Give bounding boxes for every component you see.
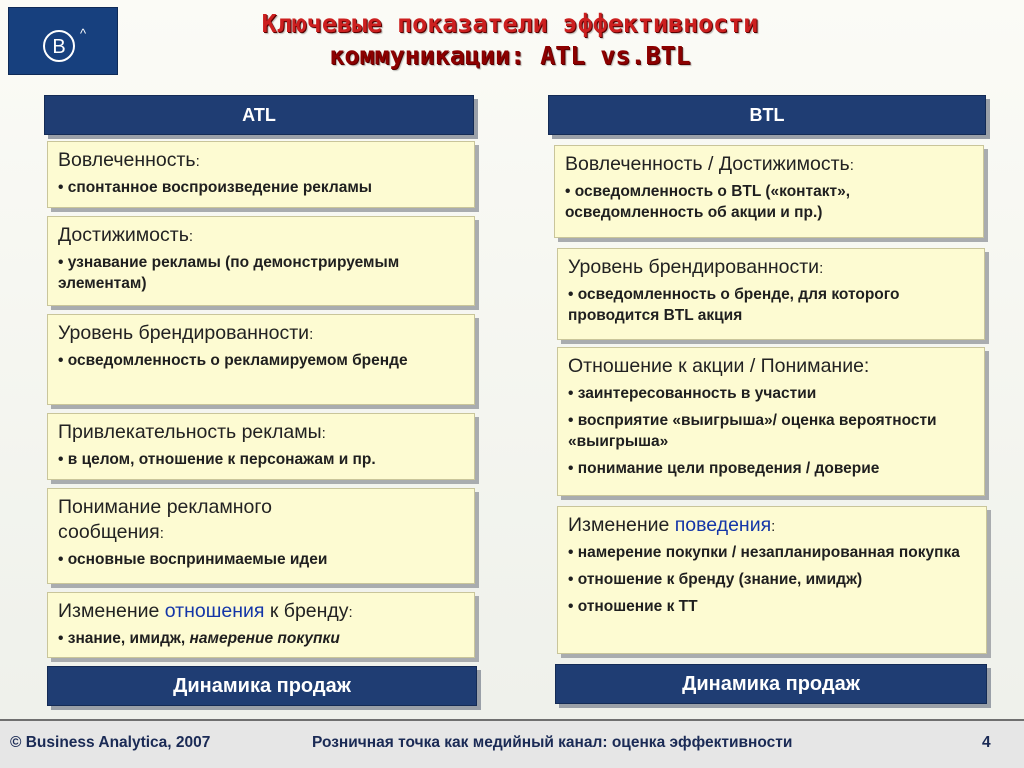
card-bullet: • основные воспринимаемые идеи bbox=[58, 551, 328, 568]
card-bullet: • осведомленность о рекламируемом бренде bbox=[58, 352, 408, 369]
card-bullet: • заинтересованность в участии bbox=[568, 385, 817, 402]
card-heading: Изменение поведения: bbox=[568, 514, 776, 536]
card-heading: Уровень брендированности: bbox=[568, 256, 824, 278]
card-bullet: • намерение покупки / незапланированная покупка bbox=[568, 544, 960, 561]
card-heading: Понимание рекламного сообщения: bbox=[58, 496, 272, 543]
card-heading: Достижимость: bbox=[58, 224, 194, 246]
card-heading: Уровень брендированности: bbox=[58, 322, 314, 344]
card-bullet: • узнавание рекламы (по демонстрируемым элементам) bbox=[58, 254, 400, 292]
svg-text:^: ^ bbox=[80, 26, 87, 41]
btl-card-involvement-reach bbox=[554, 145, 984, 238]
card-bullet: • в целом, отношение к персонажам и пр. bbox=[58, 451, 376, 468]
card-bullet: • понимание цели проведения / доверие bbox=[568, 460, 880, 477]
btl-card-branding bbox=[557, 248, 985, 340]
btl-card-attitude-understanding bbox=[557, 347, 985, 496]
card-heading: Вовлеченность: bbox=[58, 149, 200, 171]
btl-sales-dynamics: Динамика продаж bbox=[555, 664, 987, 704]
card-bullet: • восприятие «выигрыша»/ оценка вероятности «выигрыша» bbox=[568, 412, 937, 450]
atl-card-involvement bbox=[47, 141, 475, 208]
company-logo bbox=[8, 7, 118, 75]
atl-column-header: ATL bbox=[44, 95, 474, 135]
card-heading: Привлекательность рекламы: bbox=[58, 421, 326, 443]
card-heading: Вовлеченность / Достижимость: bbox=[565, 153, 854, 175]
card-bullet: • осведомленность о бренде, для которого проводится BTL акция bbox=[568, 286, 900, 324]
page-number: 4 bbox=[982, 734, 991, 751]
footer-copyright: © Business Analytica, 2007 bbox=[10, 734, 211, 751]
atl-card-reach bbox=[47, 216, 475, 306]
footer-subtitle: Розничная точка как медийный канал: оценка эффективности bbox=[312, 734, 793, 751]
btl-card-behavior-change bbox=[557, 506, 987, 654]
card-bullet: • знание, имидж, намерение покупки bbox=[58, 630, 340, 647]
atl-card-attractiveness bbox=[47, 413, 475, 480]
btl-column-header: BTL bbox=[548, 95, 986, 135]
card-bullet: • отношение к ТТ bbox=[568, 598, 698, 615]
card-heading: Отношение к акции / Понимание: bbox=[568, 355, 870, 377]
atl-card-branding bbox=[47, 314, 475, 405]
title-line-1: Ключевые показатели эффективности bbox=[261, 9, 759, 38]
card-heading: Изменение отношения к бренду: bbox=[58, 600, 353, 622]
atl-card-attitude-change bbox=[47, 592, 475, 658]
card-bullet: • спонтанное воспроизведение рекламы bbox=[58, 179, 373, 196]
logo-mark-icon bbox=[9, 8, 117, 74]
atl-sales-dynamics: Динамика продаж bbox=[47, 666, 477, 706]
svg-text:B: B bbox=[52, 36, 66, 58]
card-bullet: • осведомленность о BTL («контакт», осведомленность об акции и пр.) bbox=[565, 183, 851, 221]
atl-card-understanding bbox=[47, 488, 475, 584]
card-bullet: • отношение к бренду (знание, имидж) bbox=[568, 571, 863, 588]
slide-title bbox=[130, 8, 890, 72]
title-line-2: коммуникации: ATL vs.BTL bbox=[329, 41, 691, 70]
